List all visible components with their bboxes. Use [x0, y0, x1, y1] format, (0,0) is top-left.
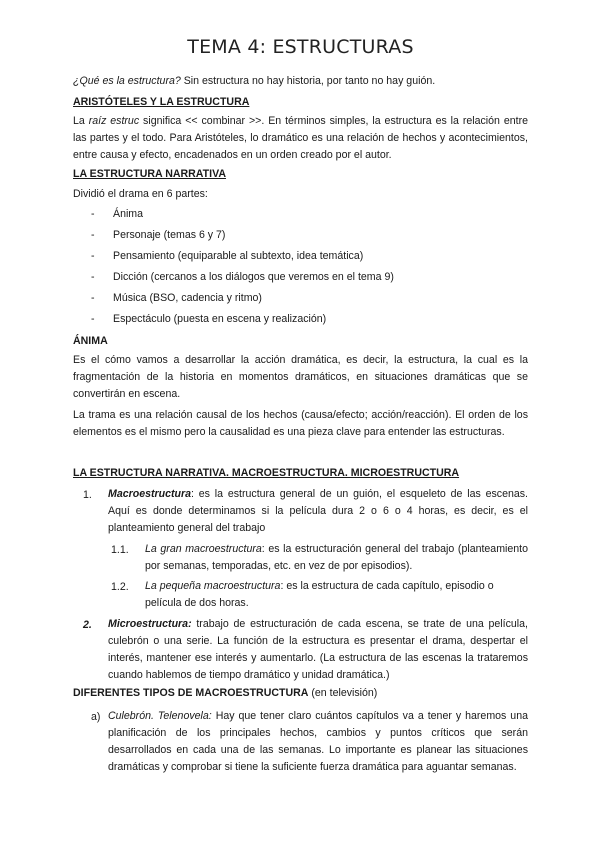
heading-narrativa: LA ESTRUCTURA NARRATIVA — [73, 168, 227, 180]
list-dash: - — [91, 229, 95, 241]
macro-item-2-text: trabajo de estructuración de cada escena, se trate de una película, culebrón o una serie. La función de la estructura es presentar el drama, despertar el interés, mantener ese interés y aumentarlo. (La estructura de las escenas la trataremos cuando hablemos de tiempo dramático y unidad dramática.) — [108, 618, 528, 681]
heading-aristoteles: ARISTÓTELES Y LA ESTRUCTURA — [73, 96, 250, 108]
intro-paragraph — [73, 73, 528, 90]
list-item — [91, 250, 363, 262]
anima-paragraph-2: La trama es una relación causal de los hechos (causa/efecto; acción/reacción). El orden de los elementos es el mismo pero la causalidad es una pieza clave para entender las estructuras. — [73, 409, 528, 438]
list-item — [91, 292, 262, 304]
list-number: 1. — [83, 489, 92, 501]
macro-subitem-1 — [145, 541, 528, 575]
macro-item-2 — [108, 616, 528, 684]
tipos-heading-text: DIFERENTES TIPOS DE MACROESTRUCTURA — [73, 687, 309, 699]
micro-term: Microestructura: — [108, 618, 192, 630]
aristoteles-text-a: La — [73, 115, 89, 127]
narrativa-intro: Dividió el drama en 6 partes: — [73, 188, 208, 200]
page-title: TEMA 4: ESTRUCTURAS — [187, 36, 414, 58]
subitem-term: La gran macroestructura — [145, 543, 262, 555]
list-number: 1.1. — [111, 544, 129, 556]
list-item-text: Pensamiento (equiparable al subtexto, idea temática) — [113, 250, 364, 262]
list-item-text: Dicción (cercanos a los diálogos que veremos en el tema 9) — [113, 271, 394, 283]
list-number: 1.2. — [111, 581, 129, 593]
macro-subitem-2 — [145, 578, 528, 612]
macro-item-1-text: : es la estructura general de un guión, el esqueleto de las escenas. Aquí es donde determinamos si la película dura 2 o 6 o 4 horas, es decir, es el planteamiento general del trabajo — [108, 488, 528, 534]
anima-paragraph-1: Es el cómo vamos a desarrollar la acción dramática, es decir, la estructura, la cual es la fragmentación de la historia en momentos dramáticos, en situaciones dramáticas que se convertirán en escena. — [73, 354, 528, 400]
list-item-text: Ánima — [113, 208, 144, 220]
macro-item-1 — [108, 486, 528, 537]
subitem-term: La pequeña macroestructura — [145, 580, 281, 592]
heading-anima: ÁNIMA — [73, 335, 108, 347]
heading-tipos — [73, 685, 528, 702]
list-dash: - — [91, 313, 95, 325]
intro-text: Sin estructura no hay historia, por tanto no hay guión. — [180, 75, 436, 87]
aristoteles-paragraph — [73, 113, 528, 164]
list-dash: - — [91, 292, 95, 304]
subitem-text: : es la estructuración general del trabajo (planteamiento por semanas, temporadas, etc. en vez de por episodios). — [145, 543, 528, 572]
aristoteles-text-b: significa << combinar >>. En términos simples, la estructura es la relación entre las partes y el todo. Para Aristóteles, lo dramático es una relación de hechos y acontecimientos, entre causa y efecto, encadenados en un orden creado por el autor. — [73, 115, 528, 161]
intro-question: ¿Qué es la estructura? — [73, 75, 181, 87]
list-item — [91, 208, 143, 220]
list-dash: - — [91, 271, 95, 283]
tipos-term: Culebrón. Telenovela: — [108, 710, 212, 722]
heading-macro: LA ESTRUCTURA NARRATIVA. MACROESTRUCTURA. MICROESTRUCTURA — [73, 467, 460, 479]
list-dash: - — [91, 250, 95, 262]
tipos-heading-suffix: (en televisión) — [308, 687, 378, 699]
list-dash: - — [91, 208, 95, 220]
list-number: 2. — [83, 619, 92, 631]
tipos-item-a — [108, 708, 528, 776]
list-item-text: Personaje (temas 6 y 7) — [113, 229, 226, 241]
tipos-item-a-text: Hay que tener claro cuántos capítulos va a tener y haremos una planificación de los principales hechos, cambios y puntos críticos que serán desarrollados en cada una de las semanas. Lo importante es planear las situaciones dramáticas y comprobar si tiene la suficiente fuerza dramática para aguantar semanas. — [108, 710, 528, 773]
list-letter: a) — [91, 711, 101, 723]
list-item — [91, 271, 394, 283]
aristoteles-term: raíz estruc — [88, 115, 140, 127]
list-item — [91, 229, 225, 241]
list-item — [91, 313, 326, 325]
list-item-text: Espectáculo (puesta en escena y realización) — [113, 313, 327, 325]
subitem-text: : es la estructura de cada capítulo, episodio o película de dos horas. — [145, 580, 494, 609]
list-item-text: Música (BSO, cadencia y ritmo) — [113, 292, 262, 304]
macro-term: Macroestructura — [108, 488, 192, 500]
